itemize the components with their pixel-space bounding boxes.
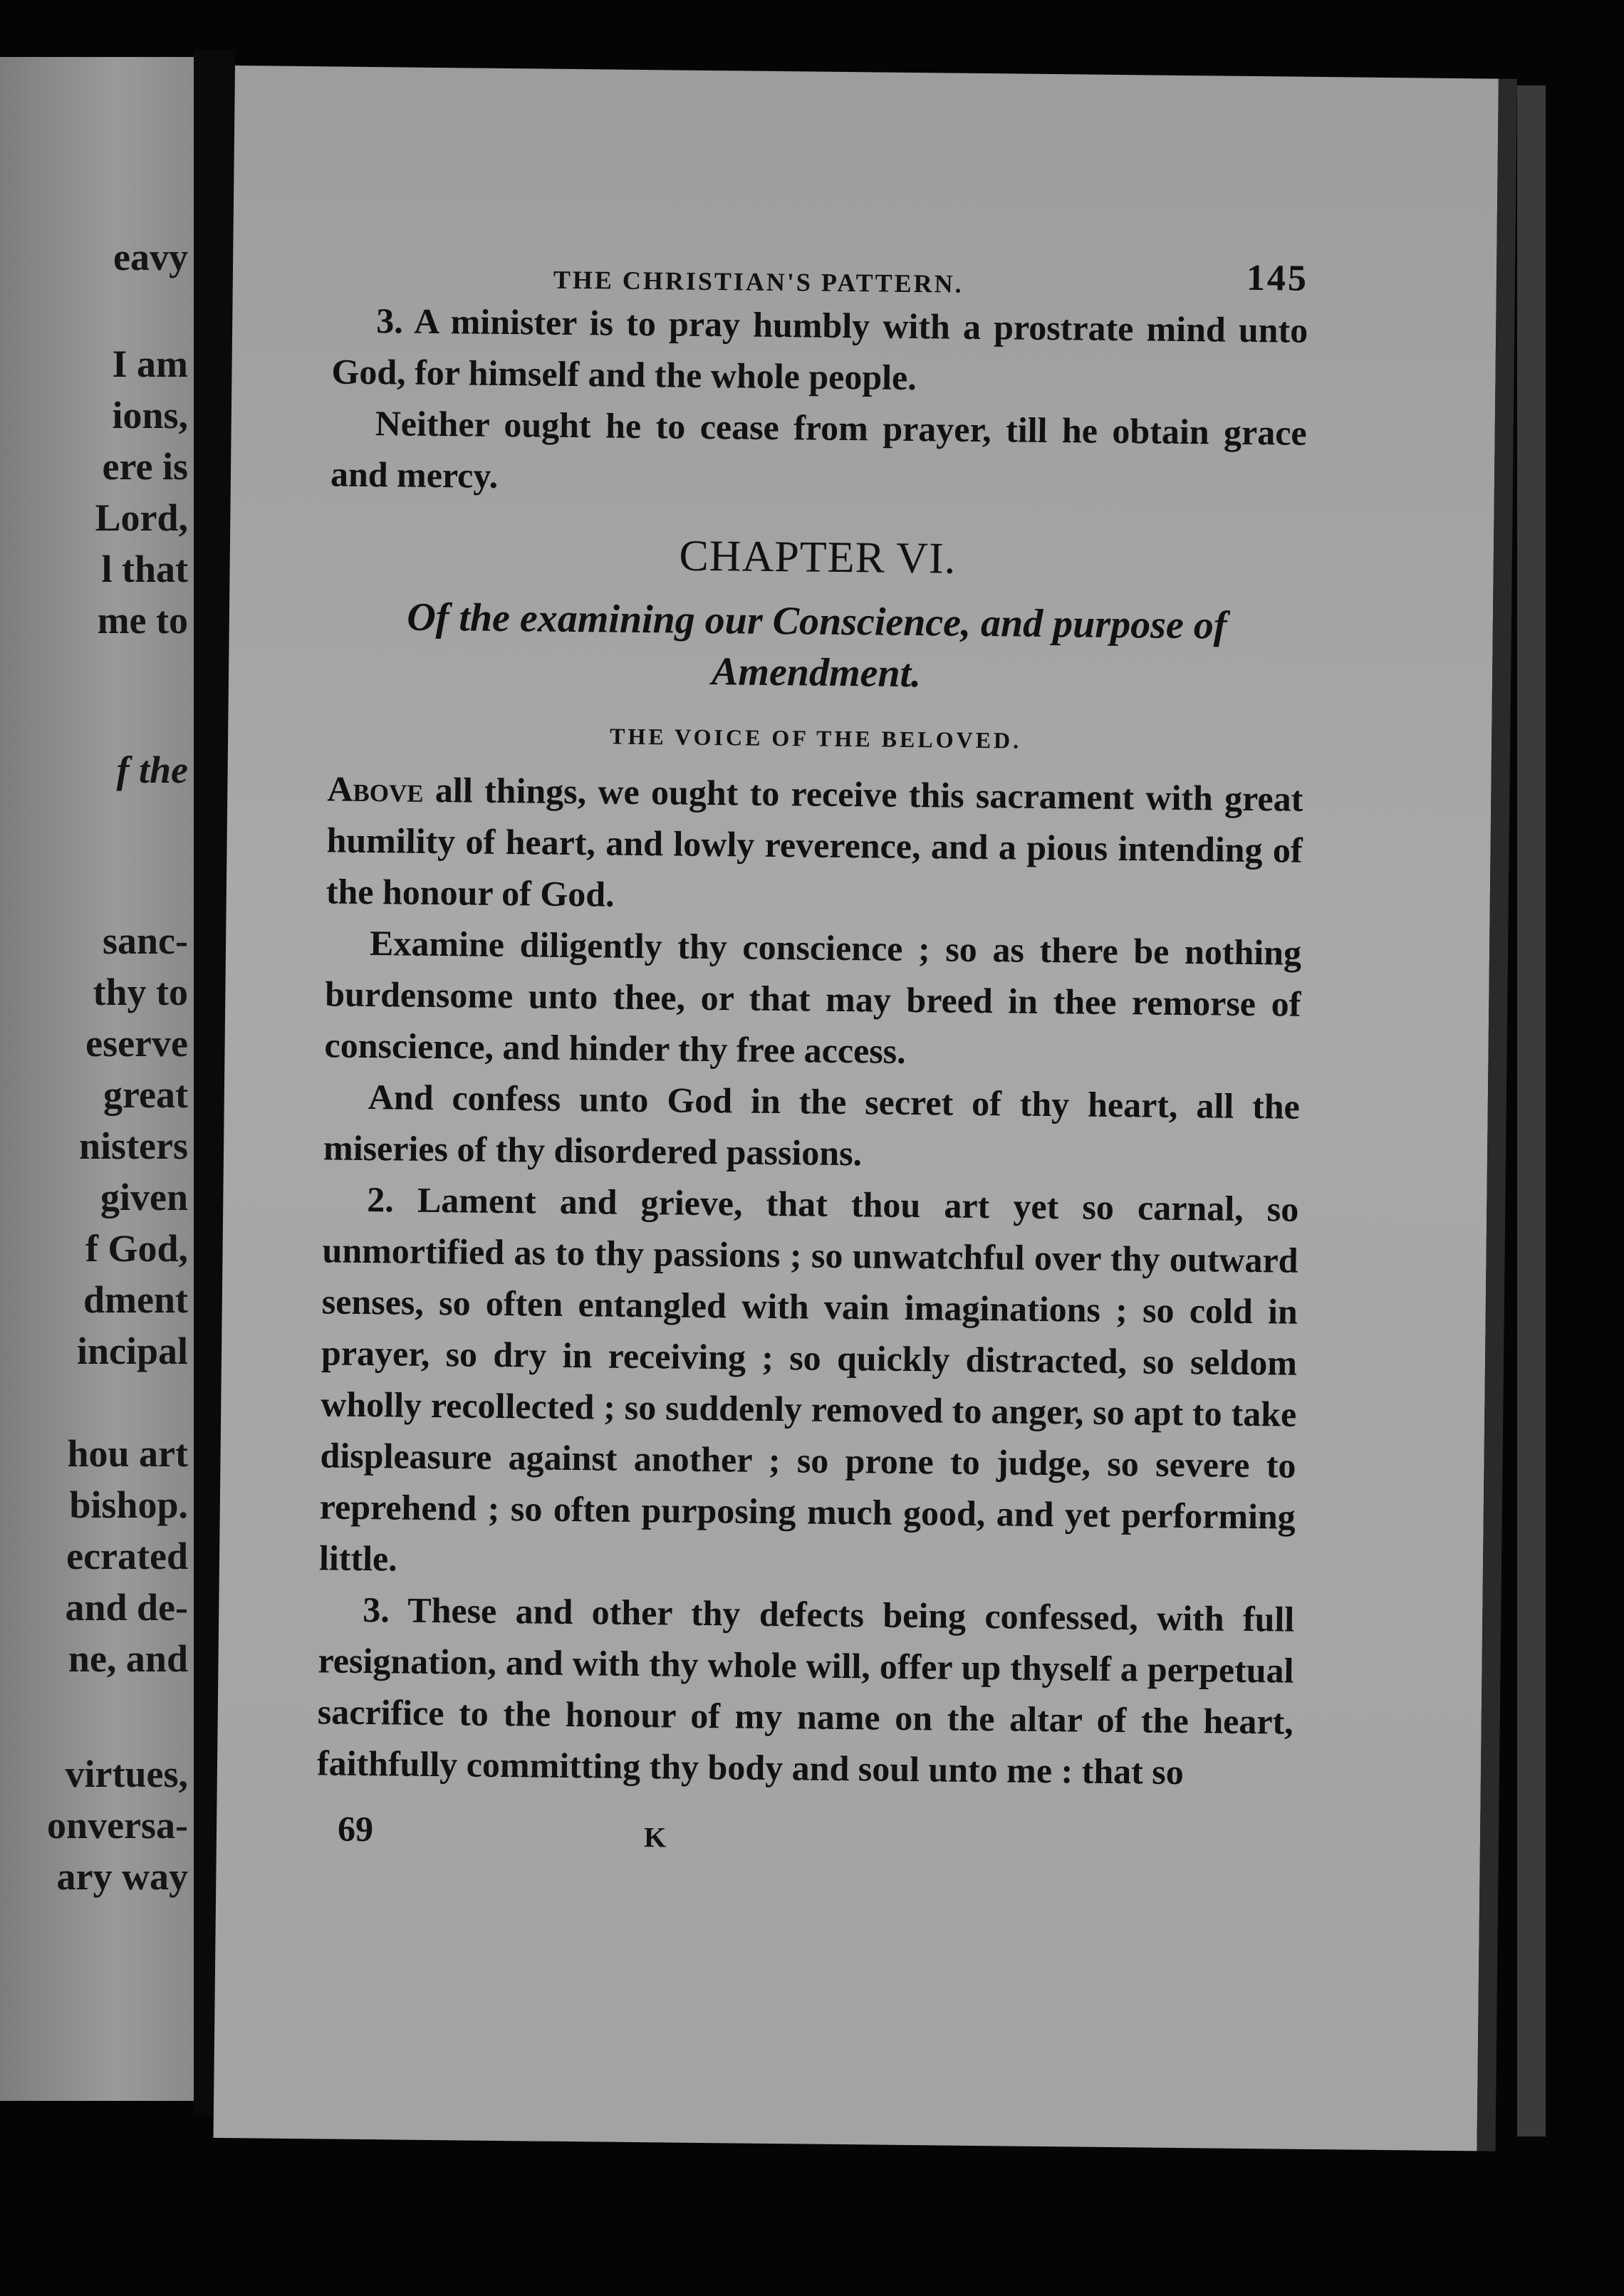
left-page-line: l that <box>101 548 188 590</box>
left-page-line: sanc- <box>103 919 188 962</box>
right-page <box>214 66 1517 2151</box>
left-page-line: f God, <box>85 1227 188 1270</box>
left-page-line: f the <box>116 748 188 791</box>
left-page-line: nisters <box>79 1124 188 1167</box>
left-page-line: eserve <box>85 1022 188 1065</box>
running-title: THE CHRISTIAN'S PATTERN. <box>553 265 964 298</box>
left-page-line: great <box>103 1073 188 1116</box>
paragraph-above-all-things <box>326 763 1303 927</box>
paragraph-lead-word: Above <box>327 768 424 810</box>
page-footer <box>316 1802 1293 1862</box>
left-page-line: ecrated <box>66 1535 188 1577</box>
paragraph-examine: Examine diligently thy conscience ; so as there be nothing burdensome unto thee, or that may breed in thee remorse of conscience, and hinder thy free access. <box>324 923 1302 1071</box>
left-page-line: onversa- <box>47 1804 188 1847</box>
left-page-line: bishop. <box>69 1483 188 1526</box>
left-page-line: me to <box>97 599 188 642</box>
left-page-line: ions, <box>112 394 188 437</box>
left-page-line: hou art <box>67 1432 188 1475</box>
left-page-line: given <box>100 1176 188 1219</box>
page-text <box>316 230 1309 1862</box>
page-edge <box>1517 85 1546 2136</box>
paragraph-defects-confessed: 3. These and other thy defects being confessed, with full resignation, and with thy whole will, offer up thyself a perpetual sacrifice to the honour of my name on the altar of the heart, faithfully committing thy body and soul unto me : that so <box>316 1589 1295 1793</box>
left-page-line: and de- <box>65 1586 188 1629</box>
page-number: 145 <box>1246 257 1309 299</box>
paragraph-minister-prayer: 3. A minister is to pray humbly with a prostrate mind unto God, for himself and the whole people. <box>331 301 1308 398</box>
left-page-line: I am <box>112 343 188 385</box>
signature-letter: K <box>643 1821 667 1854</box>
paragraph-confess: And confess unto God in the secret of thy heart, all the miseries of thy disordered passions. <box>323 1077 1301 1174</box>
signature-number: 69 <box>337 1808 374 1849</box>
left-page-line: Lord, <box>95 496 188 539</box>
chapter-subtitle: Of the examining our Conscience, and purpose of Amendment. <box>406 595 1227 696</box>
paragraph-neither-ought: Neither ought he to cease from prayer, till he obtain grace and mercy. <box>330 403 1307 496</box>
left-page-line: ary way <box>56 1855 188 1898</box>
left-page-line: ne, and <box>68 1637 188 1680</box>
left-page-fragment <box>0 57 194 2101</box>
voice-of-beloved-heading: THE VOICE OF THE BELOVED. <box>609 723 1022 753</box>
left-page-line: thy to <box>93 971 188 1013</box>
paragraph-lament: 2. Lament and grieve, that thou art yet so carnal, so unmortified as to thy passions ; so unwatchful over thy outward senses, so often entangled with vain imaginations ; so cold in prayer, so dry in receiving ; so quickly distracted, so seldom wholly recollected ; so suddenly removed to anger, so apt to take displeasure against another ; so prone to judge, so severe to reprehend ; so often purposing much good, and yet performing little. <box>318 1179 1299 1579</box>
left-page-line: virtues, <box>65 1753 188 1795</box>
left-page-line: incipal <box>76 1330 188 1372</box>
page-header <box>333 230 1309 304</box>
left-page-line: eavy <box>113 236 188 278</box>
left-page-line: dment <box>83 1278 188 1321</box>
paragraph-above-all-things-text: all things, we ought to receive this sacrament with great humility of heart, and lowly reverence, and a pious intending of the honour of God. <box>326 769 1303 914</box>
chapter-heading: CHAPTER VI. <box>679 531 957 583</box>
left-page-line: ere is <box>102 445 188 488</box>
